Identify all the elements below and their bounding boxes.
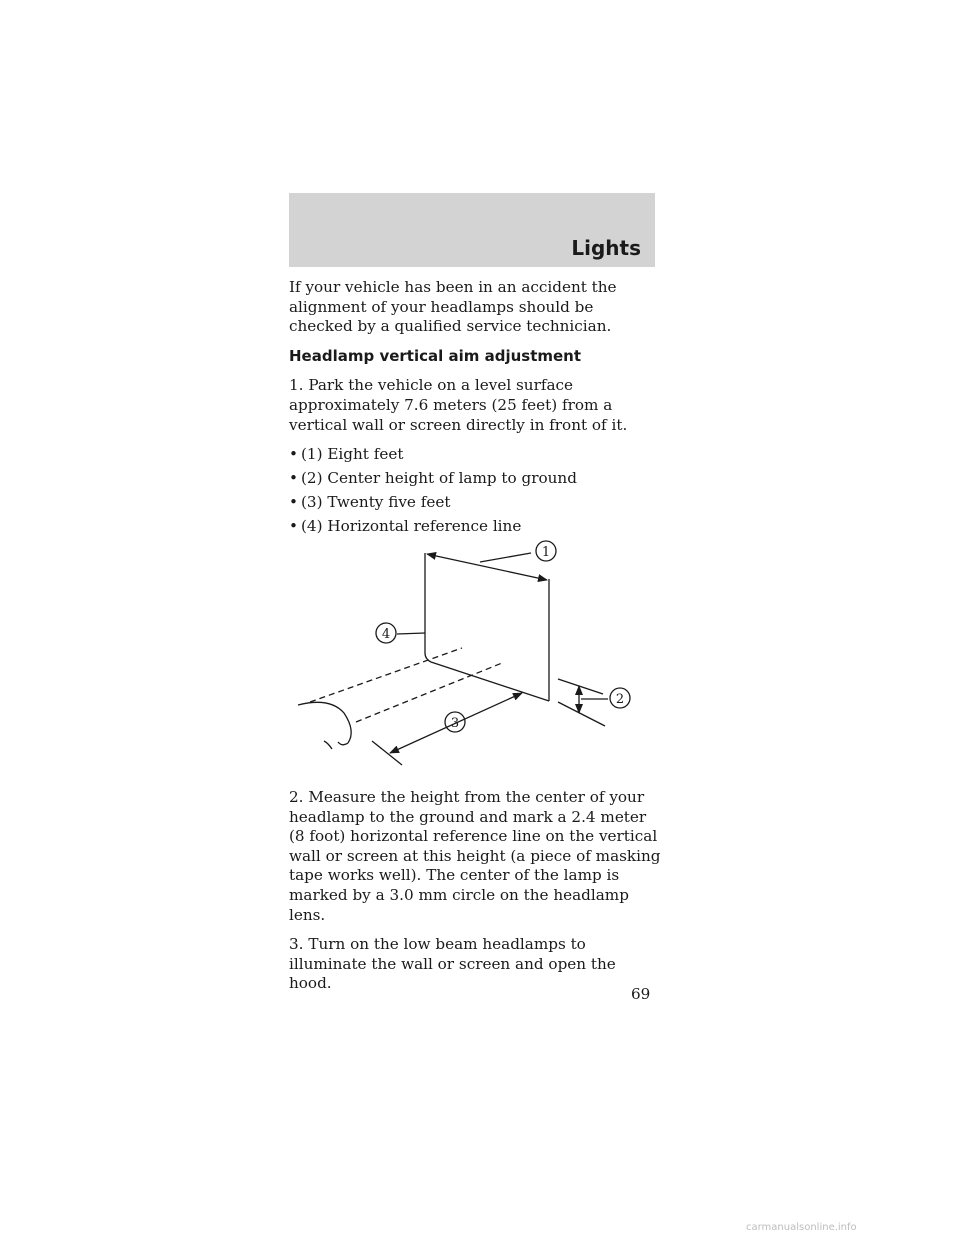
list-item: • (4) Horizontal reference line: [289, 517, 522, 536]
bullet-glyph: •: [289, 445, 298, 464]
callout-3-label: 3: [450, 716, 460, 731]
main-content: [289, 278, 661, 542]
callout-4-label: 4: [381, 627, 391, 642]
callout-4-leader: [397, 633, 425, 634]
intro-paragraph: If your vehicle has been in an accident the alignment of your headlamps should be checked by a qualified service technician.: [289, 278, 617, 336]
height-tick-top: [558, 679, 603, 694]
vehicle-fender: [324, 741, 332, 749]
callout-1-label: 1: [541, 545, 551, 560]
subheading: Headlamp vertical aim adjustment: [289, 346, 582, 365]
list-item: • (1) Eight feet: [289, 445, 404, 464]
headlamp-aim-diagram: [290, 535, 625, 775]
ground-tick-left: [372, 741, 402, 765]
step-1: 1. Park the vehicle on a level surface approximately 7.6 meters (25 feet) from a vertical wall or screen directly in front of it.: [289, 376, 628, 434]
width-dimension-arrow: [427, 554, 547, 580]
height-tick-bottom: [558, 702, 605, 726]
bullet-glyph: •: [289, 469, 298, 488]
watermark: carmanualsonline.info: [746, 1222, 857, 1233]
list-item: • (2) Center height of lamp to ground: [289, 469, 577, 488]
page-number: 69: [631, 985, 651, 1003]
vehicle-hood: [298, 702, 351, 743]
list-item: • (3) Twenty five feet: [289, 493, 451, 512]
wall-bottom-edge: [425, 653, 549, 701]
bullet-glyph: •: [289, 493, 298, 512]
vehicle-lamp: [338, 742, 348, 745]
bullet-list: [289, 445, 661, 537]
steps-continued: [289, 788, 661, 1004]
callout-2-label: 2: [615, 692, 625, 707]
section-title: Lights: [571, 236, 641, 260]
step-2: 2. Measure the height from the center of your headlamp to the ground and mark a 2.4 meter (8 foot) horizontal reference line on the vertical wall or screen at this height (a piece of masking tape works well). The center of the lamp is marked by a 3.0 mm circle on the headlamp lens.: [289, 788, 661, 924]
callout-1-leader: [480, 553, 531, 562]
beam-line-lower: [356, 663, 502, 722]
bullet-glyph: •: [289, 517, 298, 536]
section-header-band: [289, 193, 655, 267]
step-3: 3. Turn on the low beam headlamps to illuminate the wall or screen and open the hood.: [289, 935, 616, 993]
beam-line-upper: [310, 648, 462, 702]
